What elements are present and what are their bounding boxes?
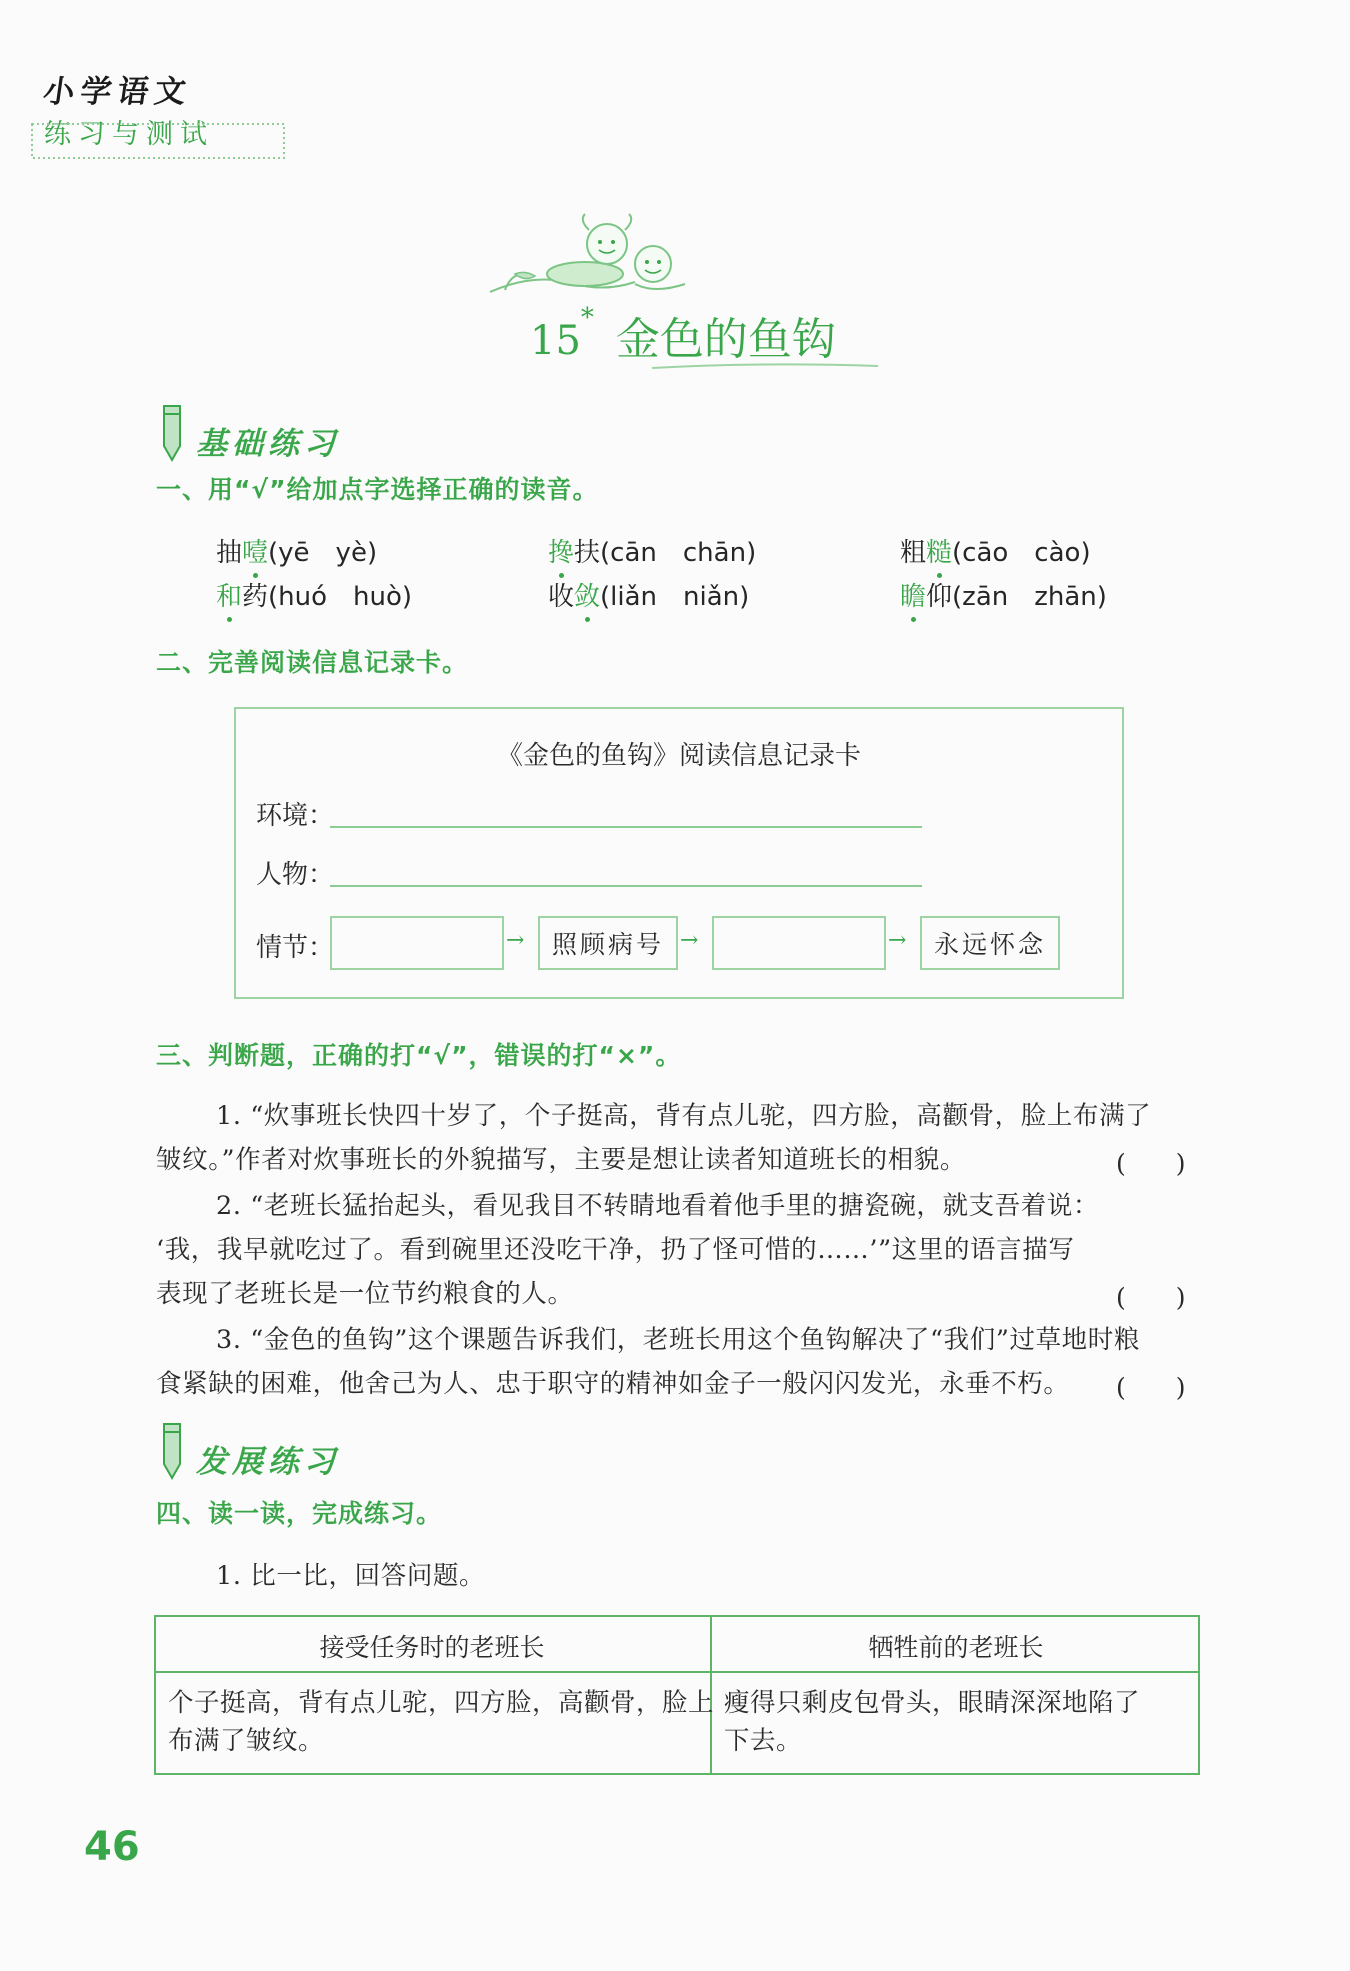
pinyin-item: 粗糙(cāo cào) <box>900 538 1091 568</box>
q1-heading: 一、用“√”给加点字选择正确的读音。 <box>156 475 599 504</box>
title-underline <box>650 360 880 374</box>
env-answer-line[interactable] <box>330 826 922 828</box>
answer-parentheses[interactable]: ( ) <box>1116 1149 1186 1178</box>
pencil-icon <box>156 1420 186 1482</box>
table-cell-line: 下去。 <box>724 1726 803 1756</box>
book-title: 小学语文 <box>40 74 195 110</box>
table-divider <box>154 1671 1200 1673</box>
pinyin-item: 收敛(liǎn niǎn) <box>548 582 750 612</box>
section-basic-practice: 基础练习 <box>196 426 340 462</box>
q3-item-2-line: 表现了老班长是一位节约粮食的人。 <box>156 1279 574 1309</box>
q4-subquestion: 1. 比一比，回答问题。 <box>216 1561 486 1591</box>
pinyin-item: 和药(huó huò) <box>216 582 413 612</box>
q3-item-2-line: ‘我，我早就吃过了。看到碗里还没吃干净，扔了怪可惜的……’”这里的语言描写 <box>156 1235 1075 1265</box>
arrow-icon: → <box>506 928 525 953</box>
people-label: 人物： <box>256 860 335 890</box>
plot-label: 情节： <box>256 933 335 963</box>
section-development-practice: 发展练习 <box>196 1444 340 1480</box>
q2-heading: 二、完善阅读信息记录卡。 <box>156 648 469 677</box>
table-header: 接受任务时的老班长 <box>319 1633 545 1662</box>
answer-parentheses[interactable]: ( ) <box>1116 1373 1186 1402</box>
book-subtitle: 练习与测试 <box>44 119 214 150</box>
pinyin-item: 搀扶(cān chān) <box>548 538 757 568</box>
plot-blank-box[interactable] <box>330 916 504 970</box>
q3-item-3-line: 食紧缺的困难，他舍己为人、忠于职守的精神如金子一般闪闪发光，永垂不朽。 <box>156 1369 1070 1399</box>
pinyin-item: 抽噎(yē yè) <box>216 538 378 568</box>
lesson-name: 金色的鱼钩 <box>615 314 836 365</box>
pinyin-item: 瞻仰(zān zhān) <box>900 582 1107 612</box>
lesson-star-mark: * <box>580 303 594 333</box>
table-cell-line: 个子挺高，背有点儿驼，四方脸，高颧骨，脸上 <box>168 1688 715 1718</box>
page-number: 46 <box>84 1824 140 1870</box>
arrow-icon: → <box>888 928 907 953</box>
q3-item-1-line: 皱纹。”作者对炊事班长的外貌描写，主要是想让读者知道班长的相貌。 <box>156 1145 966 1175</box>
env-label: 环境： <box>256 801 335 831</box>
plot-step-box: 永远怀念 <box>920 916 1060 970</box>
q4-heading: 四、读一读，完成练习。 <box>156 1499 443 1528</box>
plot-step-box: 照顾病号 <box>538 916 678 970</box>
card-title: 《金色的鱼钩》阅读信息记录卡 <box>496 741 861 771</box>
arrow-icon: → <box>680 928 699 953</box>
q3-heading: 三、判断题，正确的打“√”，错误的打“×”。 <box>156 1041 682 1070</box>
header-dotted-frame <box>30 122 286 160</box>
q3-item-2-line: 2. “老班长猛抬起头，看见我目不转睛地看着他手里的搪瓷碗，就支吾着说： <box>216 1191 1100 1221</box>
plot-blank-box[interactable] <box>712 916 886 970</box>
q3-item-1-line: 1. “炊事班长快四十岁了，个子挺高，背有点儿驼，四方脸，高颧骨，脸上布满了 <box>216 1101 1152 1131</box>
lesson-title <box>530 303 836 367</box>
pencil-icon <box>156 402 186 464</box>
lesson-number: 15 <box>530 318 581 364</box>
answer-parentheses[interactable]: ( ) <box>1116 1283 1186 1312</box>
table-cell-line: 瘦得只剩皮包骨头，眼睛深深地陷了 <box>724 1688 1141 1718</box>
table-cell-line: 布满了皱纹。 <box>168 1726 325 1756</box>
q3-item-3-line: 3. “金色的鱼钩”这个课题告诉我们，老班长用这个鱼钩解决了“我们”过草地时粮 <box>216 1325 1140 1355</box>
people-answer-line[interactable] <box>330 885 922 887</box>
table-header: 牺牲前的老班长 <box>868 1633 1044 1662</box>
kids-illustration-icon <box>485 212 710 307</box>
